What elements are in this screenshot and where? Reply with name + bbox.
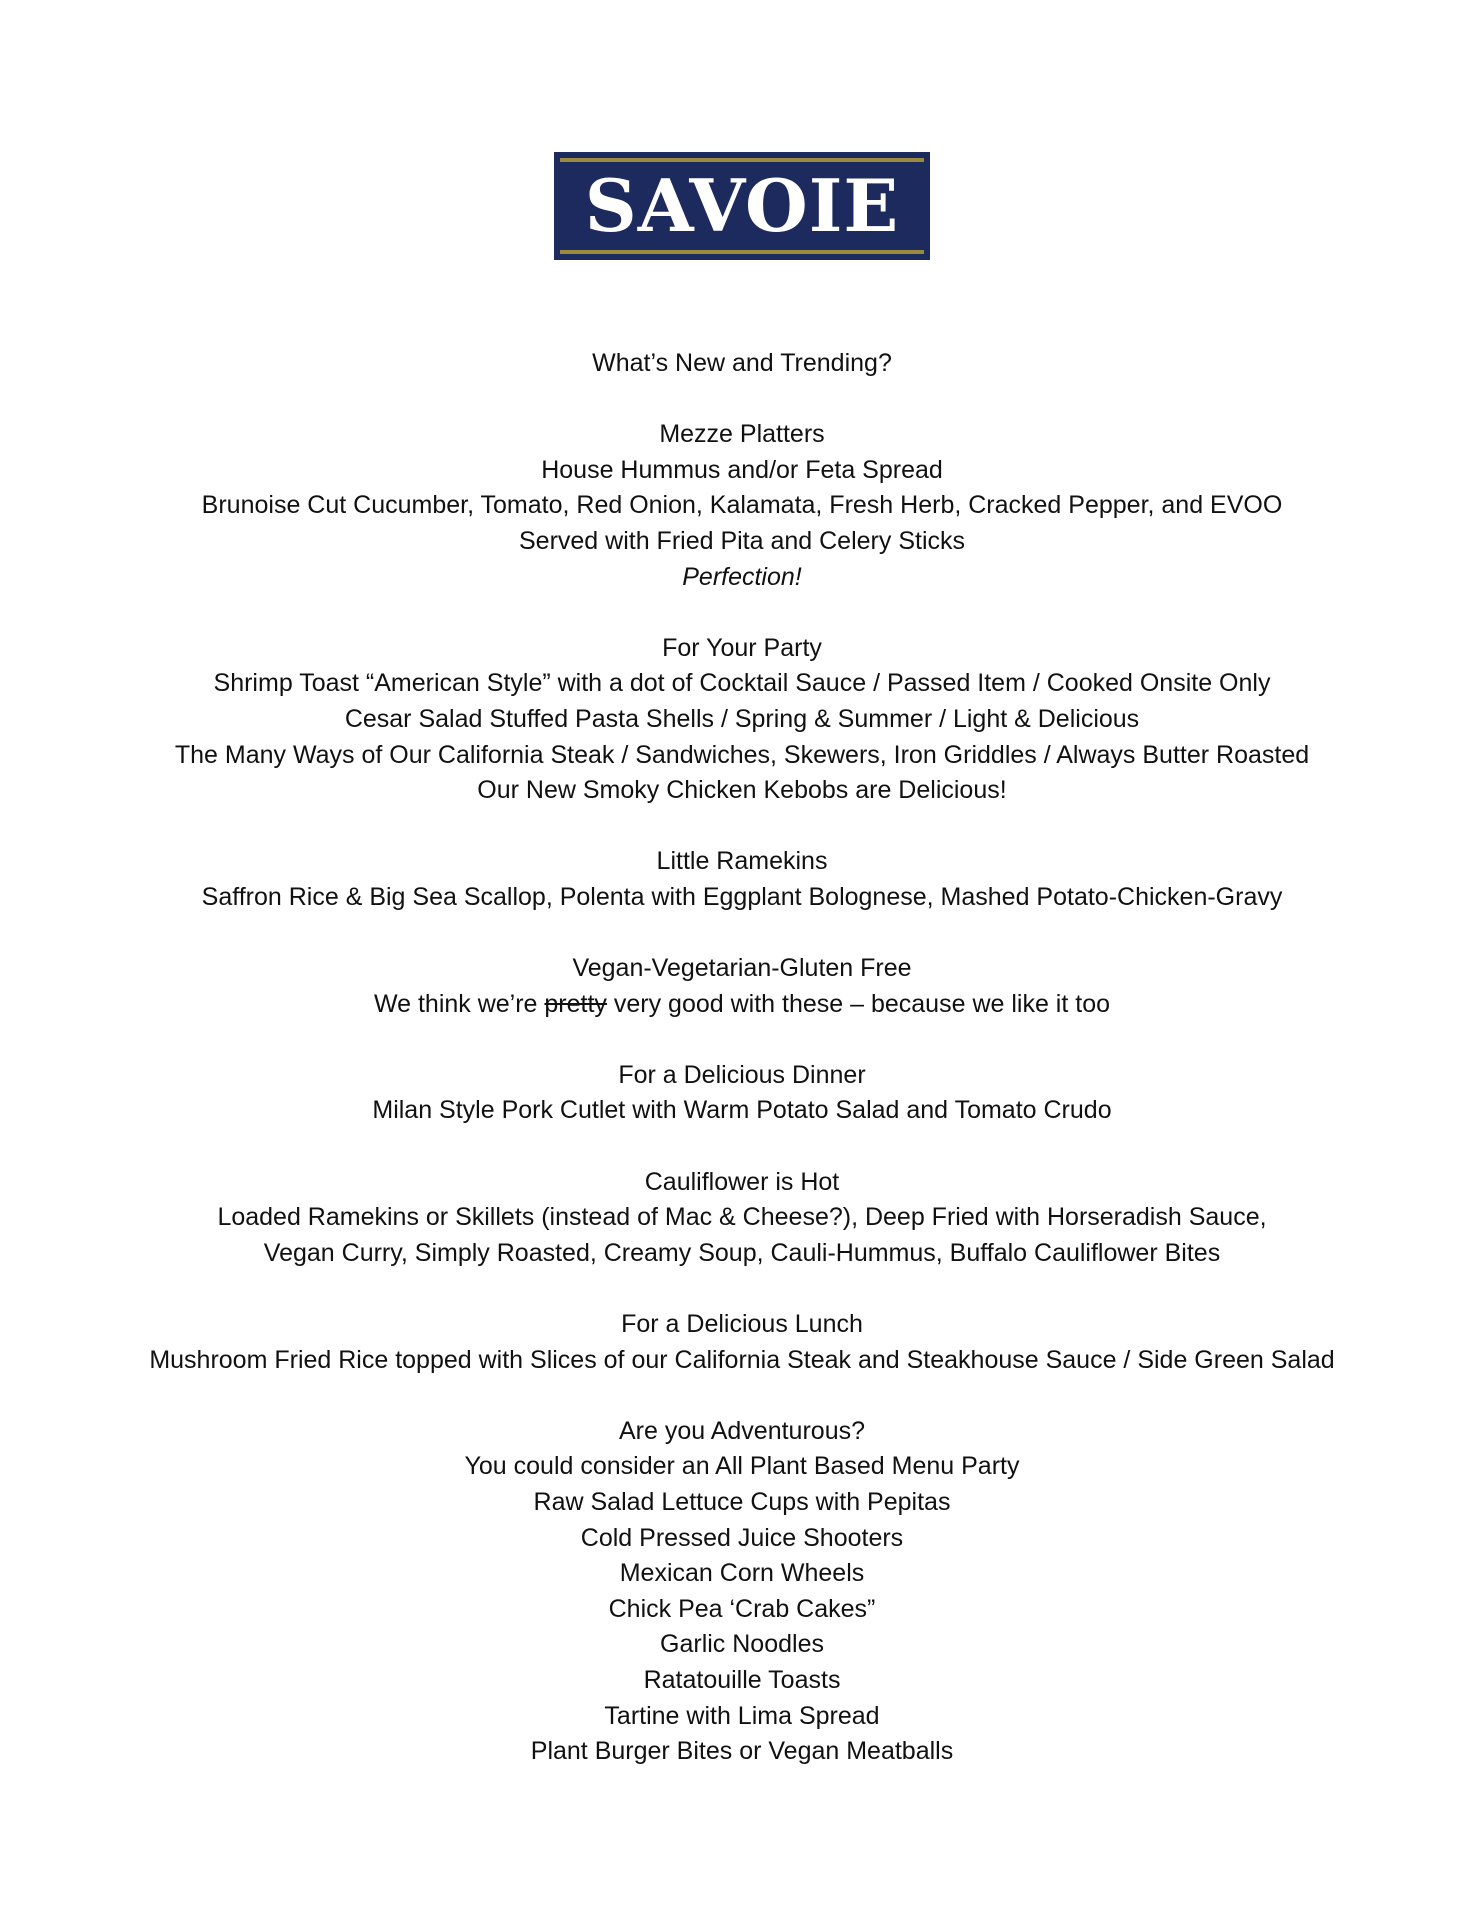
- savoie-logo: [554, 152, 930, 260]
- menu-line: Ratatouille Toasts: [643, 1665, 841, 1694]
- menu-line: Garlic Noodles: [660, 1630, 824, 1659]
- menu-line: Vegan Curry, Simply Roasted, Creamy Soup, Cauli-Hummus, Buffalo Cauliflower Bites: [263, 1238, 1221, 1267]
- section-title-cauliflower: Cauliflower is Hot: [644, 1167, 840, 1196]
- struck-word: pretty: [544, 989, 607, 1018]
- section-title-lunch: For a Delicious Lunch: [621, 1310, 863, 1339]
- menu-line: The Many Ways of Our California Steak / Sandwiches, Skewers, Iron Griddles / Always Butter Roasted: [174, 740, 1310, 769]
- menu-line: [0, 987, 1484, 1023]
- menu-line: Mushroom Fried Rice topped with Slices of our California Steak and Steakhouse Sauce / Side Green Salad: [149, 1345, 1335, 1374]
- section-title-party: For Your Party: [662, 633, 822, 662]
- section-title-adventurous: Are you Adventurous?: [619, 1416, 865, 1445]
- logo-bottom-rule: [560, 250, 924, 254]
- spacer: [0, 1129, 1484, 1165]
- logo-wordmark: SAVOIE: [584, 163, 900, 248]
- line-part-after: very good with these – because we like it too: [606, 989, 1111, 1018]
- spacer: [0, 595, 1484, 631]
- spacer: [0, 1271, 1484, 1307]
- menu-line: Served with Fried Pita and Celery Sticks: [518, 526, 965, 555]
- menu-line: Saffron Rice & Big Sea Scallop, Polenta with Eggplant Bolognese, Mashed Potato-Chicken-Gravy: [201, 882, 1283, 911]
- line-part-before: We think we’re: [373, 989, 545, 1018]
- page-heading: What’s New and Trending?: [592, 349, 892, 377]
- spacer: [0, 916, 1484, 952]
- spacer: [0, 1378, 1484, 1414]
- menu-line: You could consider an All Plant Based Menu Party: [464, 1452, 1020, 1481]
- menu-line: Plant Burger Bites or Vegan Meatballs: [530, 1737, 954, 1766]
- menu-line: Milan Style Pork Cutlet with Warm Potato Salad and Tomato Crudo: [372, 1096, 1112, 1125]
- menu-line: Raw Salad Lettuce Cups with Pepitas: [533, 1488, 951, 1516]
- spacer: [0, 382, 1484, 418]
- menu-line: Tartine with Lima Spread: [604, 1701, 880, 1730]
- menu-emphasis: Perfection!: [682, 562, 802, 591]
- section-title-ramekins: Little Ramekins: [656, 847, 828, 876]
- menu-line: Mexican Corn Wheels: [619, 1559, 865, 1588]
- section-title-dinner: For a Delicious Dinner: [618, 1060, 866, 1089]
- menu-line: House Hummus and/or Feta Spread: [541, 455, 943, 484]
- menu-line: Shrimp Toast “American Style” with a dot of Cocktail Sauce / Passed Item / Cooked Onsite Only: [213, 669, 1271, 698]
- menu-content: [0, 346, 1484, 1770]
- section-title-mezze: Mezze Platters: [659, 420, 825, 449]
- menu-line: Brunoise Cut Cucumber, Tomato, Red Onion, Kalamata, Fresh Herb, Cracked Pepper, and EVOO: [201, 491, 1283, 520]
- spacer: [0, 809, 1484, 845]
- menu-line: Cold Pressed Juice Shooters: [580, 1523, 904, 1552]
- menu-line: Loaded Ramekins or Skillets (instead of Mac & Cheese?), Deep Fried with Horseradish Sauce,: [217, 1203, 1267, 1232]
- spacer: [0, 1022, 1484, 1058]
- menu-line: Our New Smoky Chicken Kebobs are Delicious!: [477, 776, 1007, 805]
- menu-line: Chick Pea ‘Crab Cakes”: [608, 1594, 876, 1623]
- section-title-vegan: Vegan-Vegetarian-Gluten Free: [572, 954, 912, 983]
- menu-line: Cesar Salad Stuffed Pasta Shells / Spring & Summer / Light & Delicious: [344, 704, 1140, 733]
- logo-top-rule: [560, 158, 924, 162]
